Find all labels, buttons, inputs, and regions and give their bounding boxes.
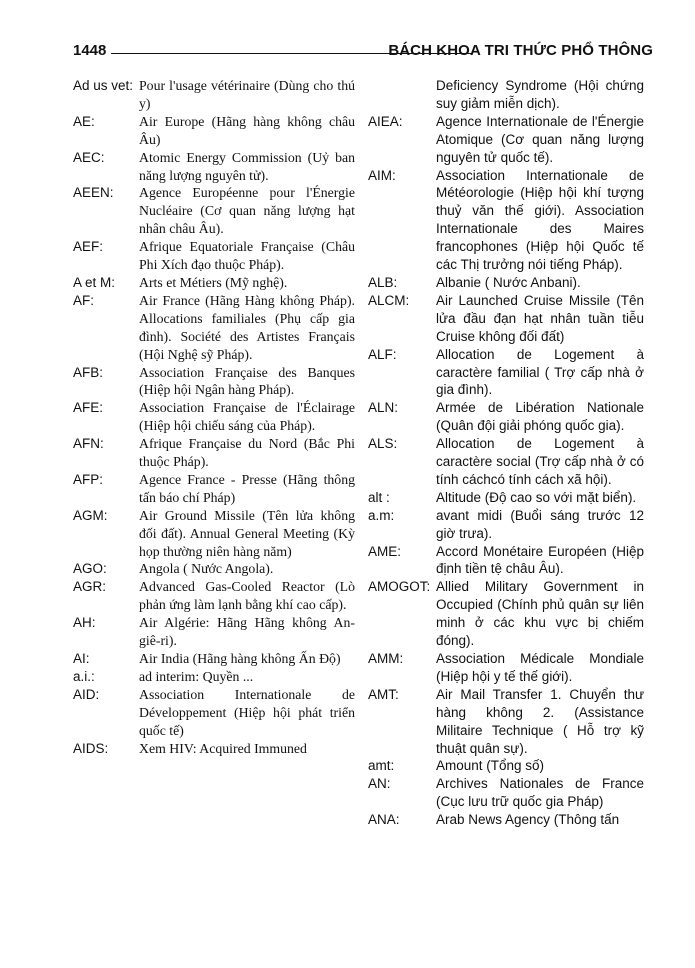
entry-abbreviation: AFP:	[73, 471, 104, 487]
entry-definition: Angola ( Nước Angola).	[139, 561, 274, 577]
glossary-entry	[73, 274, 355, 292]
entry-definition: Air Mail Transfer 1. Chuyển thư hàng không 2. (Assistance Militaire Technique ( Hỗ trợ kỹ thuật quân sự).	[436, 686, 644, 756]
entry-definition: ad interim: Quyền ...	[139, 668, 254, 684]
right-column	[368, 77, 644, 829]
entry-abbreviation: AGO:	[73, 561, 107, 577]
entry-definition: Arab News Agency (Thông tấn	[436, 812, 620, 828]
entry-abbreviation: AGR:	[73, 579, 107, 595]
left-column	[73, 77, 355, 757]
entry-definition: Association Internationale de Développement (Hiệp hội phát triển quốc tế)	[139, 686, 355, 738]
glossary-entry	[368, 507, 644, 543]
entry-definition: Air Launched Cruise Missile (Tên lửa đầu đạn hạt nhân tuần tiễu Cruise không đối đất)	[436, 292, 644, 344]
entry-definition: Xem HIV: Acquired Immuned	[139, 740, 307, 756]
glossary-entry	[368, 77, 644, 113]
entry-definition: Deficiency Syndrome (Hội chứng suy giảm miễn dịch).	[436, 78, 644, 111]
glossary-entry	[73, 399, 355, 435]
page-header	[73, 42, 653, 64]
entry-abbreviation: alt :	[368, 489, 390, 505]
glossary-entry	[73, 471, 355, 507]
entry-abbreviation: ALB:	[368, 274, 398, 290]
glossary-entry	[73, 77, 355, 113]
glossary-entry	[73, 149, 355, 185]
entry-definition: Afrique Equatoriale Française (Châu Phi Xích đạo thuộc Pháp).	[139, 239, 355, 273]
entry-definition: Pour l'usage vétérinaire (Dùng cho thú y)	[139, 78, 355, 111]
entry-definition: Atomic Energy Commission (Uỷ ban năng lượng nguyên tử).	[139, 149, 355, 183]
entry-definition: Altitude (Độ cao so với mặt biển).	[436, 489, 637, 505]
entry-definition: Agence France - Presse (Hãng thông tấn báo chí Pháp)	[139, 471, 355, 505]
entry-definition: Air Ground Missile (Tên lửa không đối đất). Annual General Meeting (Kỳ họp thường niên hàng năm)	[139, 507, 355, 559]
glossary-entry	[368, 167, 644, 274]
entry-definition: Air India (Hãng hàng không Ấn Độ)	[139, 651, 341, 666]
entry-abbreviation: ALF:	[368, 346, 397, 362]
entry-definition: Afrique Française du Nord (Bắc Phi thuộc Pháp).	[139, 436, 355, 470]
entry-abbreviation: AMM:	[368, 651, 404, 666]
entry-definition: Archives Nationales de France (Cục lưu trữ quốc gia Pháp)	[436, 776, 644, 810]
glossary-entry	[73, 364, 355, 400]
entry-definition: Arts et Métiers (Mỹ nghệ).	[139, 274, 288, 290]
entry-abbreviation: AIDS:	[73, 740, 109, 756]
entry-definition: Allocation de Logement à caractère social (Trợ cấp nhà ở có tính cáchcó tính cách xã hội).	[436, 436, 644, 487]
entry-definition: Association Française des Banques (Hiệp hội Ngân hàng Pháp).	[139, 364, 355, 398]
entry-abbreviation: ALCM:	[368, 292, 410, 308]
entry-abbreviation: Ad us vet:	[73, 78, 134, 93]
entry-definition: Agence Européenne pour l'Énergie Nucléaire (Cơ quan năng lượng hạt nhân châu Âu).	[139, 185, 355, 237]
entry-definition: Association Internationale de Météorologie (Hiệp hội khí tượng thuỷ văn thế giới). Association Internationale des Maires francophones (Hiệp hội Quốc tế các Thị trưởng nói tiếng Pháp).	[436, 167, 644, 273]
entry-definition: Air France (Hãng Hàng không Pháp). Allocations familiales (Phụ cấp gia đình). Société des Artistes Français (Hội Nghệ sỹ Pháp).	[139, 292, 355, 362]
entry-abbreviation: a.i.:	[73, 668, 95, 684]
glossary-entry	[73, 614, 355, 650]
glossary-entry	[73, 578, 355, 614]
entry-abbreviation: AN:	[368, 776, 391, 792]
glossary-entry	[368, 113, 644, 167]
entry-definition: Allocation de Logement à caractère familial ( Trợ cấp nhà ở gia đình).	[436, 346, 644, 398]
entry-definition: Advanced Gas-Cooled Reactor (Lò phản ứng làm lạnh bằng khí cao cấp).	[139, 579, 355, 613]
entry-definition: Accord Monétaire Européen (Hiệp định tiền tệ châu Âu).	[436, 543, 644, 577]
entry-abbreviation: AE:	[73, 113, 95, 129]
entry-abbreviation: amt:	[368, 758, 395, 774]
entry-abbreviation: A et M:	[73, 274, 116, 290]
glossary-entry	[368, 757, 644, 775]
glossary-entry	[73, 560, 355, 578]
entry-definition: Agence Internationale de l'Énergie Atomique (Cơ quan năng lượng nguyên tử quốc tế).	[436, 113, 644, 165]
entry-definition: Armée de Libération Nationale (Quân đội giải phóng quốc gia).	[436, 400, 644, 434]
page-number: 1448	[73, 42, 107, 59]
entry-abbreviation: AIM:	[368, 167, 396, 183]
entry-abbreviation: AMT:	[368, 686, 399, 702]
glossary-entry	[73, 507, 355, 561]
entry-abbreviation: AID:	[73, 686, 100, 702]
entry-abbreviation: AH:	[73, 615, 96, 631]
glossary-entry	[73, 113, 355, 149]
entry-abbreviation: AFE:	[73, 400, 104, 416]
entry-abbreviation: AFN:	[73, 436, 104, 452]
entry-definition: Amount (Tổng số)	[436, 758, 545, 774]
entry-abbreviation: AEF:	[73, 239, 104, 255]
glossary-entry	[73, 435, 355, 471]
glossary-entry	[73, 650, 355, 668]
glossary-entry	[368, 543, 644, 579]
glossary-entry	[368, 686, 644, 758]
entry-abbreviation: ALN:	[368, 400, 399, 416]
entry-abbreviation: AMOGOT:	[368, 579, 431, 595]
entry-abbreviation: a.m:	[368, 507, 395, 523]
entry-abbreviation: AEC:	[73, 149, 105, 165]
entry-abbreviation: AGM:	[73, 507, 108, 523]
running-title: BÁCH KHOA TRI THỨC PHỔ THÔNG	[388, 42, 653, 59]
entry-definition: Albanie ( Nước Anbani).	[436, 274, 581, 290]
glossary-entry	[368, 811, 644, 829]
entry-definition: Allied Military Government in Occupied (Chính phủ quân sự liên minh ở các khu vực bị chiếm đóng).	[436, 579, 644, 649]
entry-abbreviation: ANA:	[368, 812, 400, 828]
entry-abbreviation: AFB:	[73, 364, 104, 380]
entry-definition: avant midi (Buổi sáng trước 12 giờ trưa).	[436, 507, 644, 541]
glossary-entry	[73, 292, 355, 364]
entry-definition: Air Algérie: Hãng Hãng không An-giê-ri).	[139, 615, 355, 649]
glossary-entry	[368, 274, 644, 292]
glossary-entry	[368, 650, 644, 686]
entry-definition: Air Europe (Hãng hàng không châu Âu)	[139, 113, 355, 147]
entry-abbreviation: AIEA:	[368, 113, 403, 129]
glossary-entry	[73, 740, 355, 758]
glossary-entry	[368, 489, 644, 507]
glossary-entry	[73, 184, 355, 238]
entry-abbreviation: AI:	[73, 651, 90, 666]
entry-definition: Association Médicale Mondiale (Hiệp hội y tế thế giới).	[436, 651, 644, 684]
entry-abbreviation: AF:	[73, 292, 95, 308]
glossary-entry	[73, 238, 355, 274]
entry-abbreviation: AME:	[368, 543, 402, 559]
glossary-entry	[368, 578, 644, 650]
glossary-entry	[73, 686, 355, 740]
entry-definition: Association Française de l'Éclairage (Hiệp hội chiếu sáng của Pháp).	[139, 400, 355, 434]
entry-abbreviation: AEEN:	[73, 185, 114, 201]
glossary-entry	[368, 775, 644, 811]
glossary-entry	[368, 292, 644, 346]
glossary-entry	[368, 435, 644, 489]
entry-abbreviation: ALS:	[368, 436, 398, 452]
glossary-entry	[368, 399, 644, 435]
glossary-entry	[73, 668, 355, 686]
glossary-entry	[368, 346, 644, 400]
